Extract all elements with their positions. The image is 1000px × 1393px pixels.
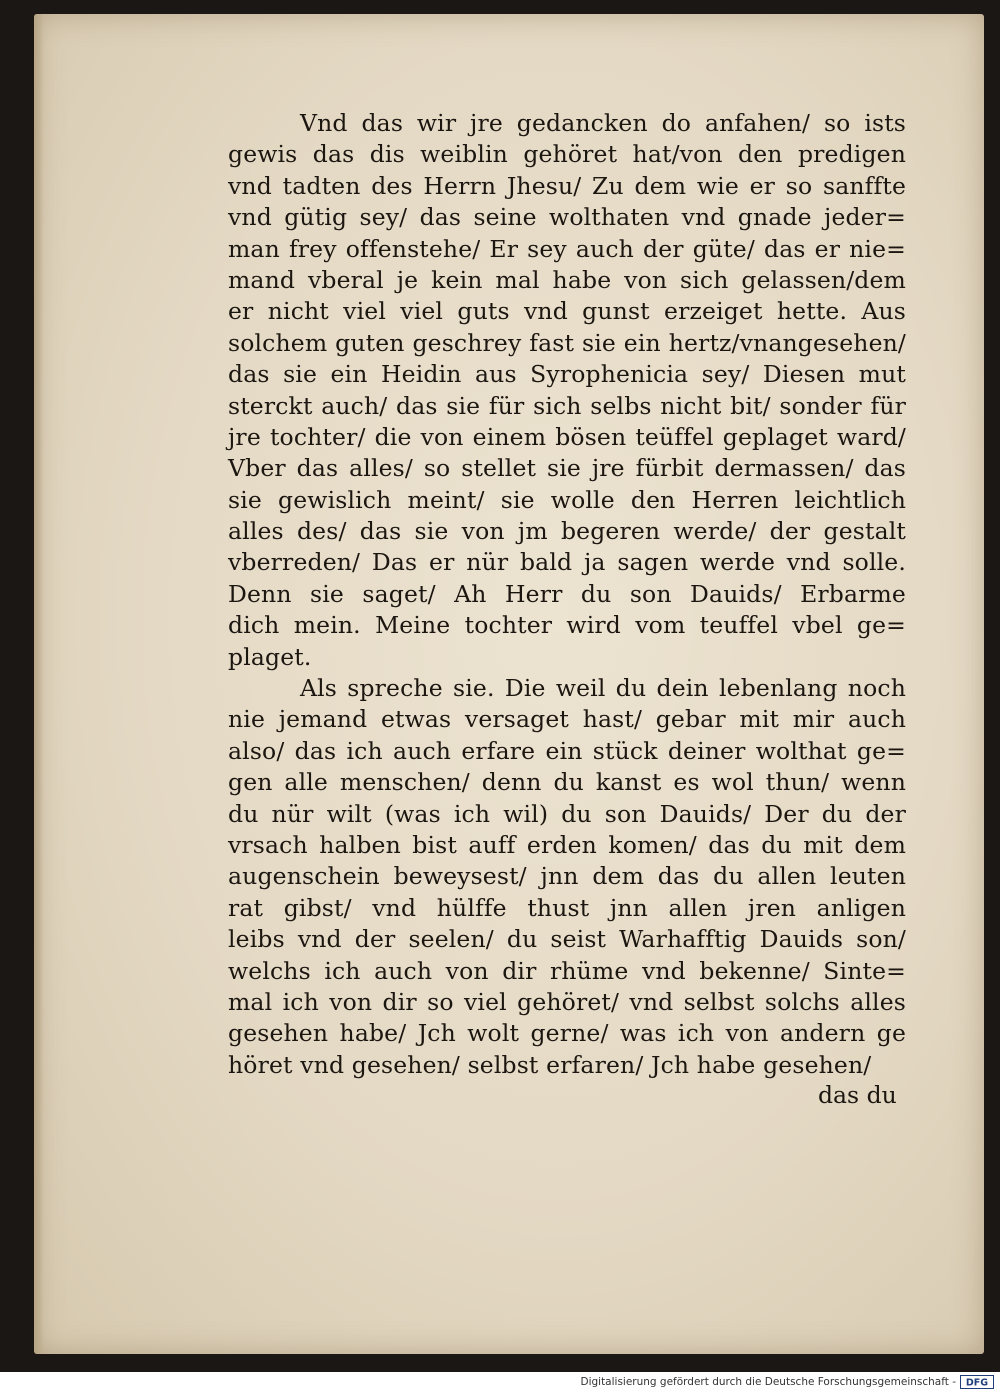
text-line: Vnd das wir jre gedancken do anfahen/ so ists [300,109,906,137]
text-line: solchem guten geschrey fast sie ein hertz/vnangesehen/ [228,328,906,357]
text-line: vnd tadten des Herrn Jhesu/ Zu dem wie er so sanffte [228,171,906,200]
text-line: mal ich von dir so viel gehöret/ vnd selbst solchs alles [228,987,906,1016]
text-line: augenschein beweysest/ jnn dem das du allen leuten [228,862,906,891]
page-edge-shadow [34,14,44,1354]
text-line: rat gibst/ vnd hülffe thust jnn allen jren anligen [228,893,906,922]
text-line: vrsach halben bist auff erden komen/ das du mit dem [228,830,906,859]
text-line: gen alle menschen/ denn du kanst es wol thun/ wenn [228,768,906,797]
dfg-logo-text: DFG [965,1377,989,1389]
dfg-logo-icon [960,1375,994,1389]
text-line: Vber das alles/ so stellet sie jre fürbit dermassen/ das [228,454,906,483]
text-line: dich mein. Meine tochter wird vom teuffel vbel ge= [228,611,906,640]
catchword: das du [818,1081,897,1109]
text-line: mand vberal je kein mal habe von sich gelassen/dem [228,265,906,294]
text-line: alles des/ das sie von jm begeren werde/ der gestalt [228,517,906,546]
text-line: sie gewislich meint/ sie wolle den Herren leichtlich [228,485,906,514]
text-line: gewis das dis weiblin gehöret hat/von den predigen [228,140,906,169]
text-line: vberreden/ Das er nür bald ja sagen werde vnd solle. [228,548,906,577]
text-line: vnd gütig sey/ das seine wolthaten vnd gnade jeder= [228,203,906,232]
text-line: leibs vnd der seelen/ du seist Warhafftig Dauids son/ [228,925,906,954]
footer-bar [0,1372,1000,1393]
text-line: also/ das ich auch erfare ein stück deiner wolthat ge= [228,736,906,765]
text-line: du nür wilt (was ich wil) du son Dauids/ Der du der [228,799,906,828]
text-line: man frey offenstehe/ Er sey auch der güte/ das er nie= [228,234,906,263]
text-line: nie jemand etwas versaget hast/ gebar mit mir auch [228,705,906,734]
text-line: Denn sie saget/ Ah Herr du son Dauids/ Erbarme [228,579,906,608]
text-line: Als spreche sie. Die weil du dein lebenlang noch [300,674,906,703]
text-line: welchs ich auch von dir rhüme vnd bekenne/ Sinte= [228,956,906,985]
text-line: sterckt auch/ das sie für sich selbs nicht bit/ sonder für [228,391,906,420]
text-line: das sie ein Heidin aus Syrophenicia sey/ Diesen mut [228,360,906,389]
digitization-credit: Digitalisierung gefördert durch die Deutsche Forschungsgemeinschaft - [580,1376,956,1388]
text-line: er nicht viel viel guts vnd gunst erzeiget hette. Aus [228,297,906,326]
text-line: plaget. [228,642,312,671]
page-text-block [228,108,906,1081]
text-line: höret vnd gesehen/ selbst erfaren/ Jch habe gesehen/ [228,1050,872,1079]
text-line: gesehen habe/ Jch wolt gerne/ was ich von andern ge [228,1019,906,1048]
text-line: jre tochter/ die von einem bösen teüffel geplaget ward/ [228,422,906,451]
